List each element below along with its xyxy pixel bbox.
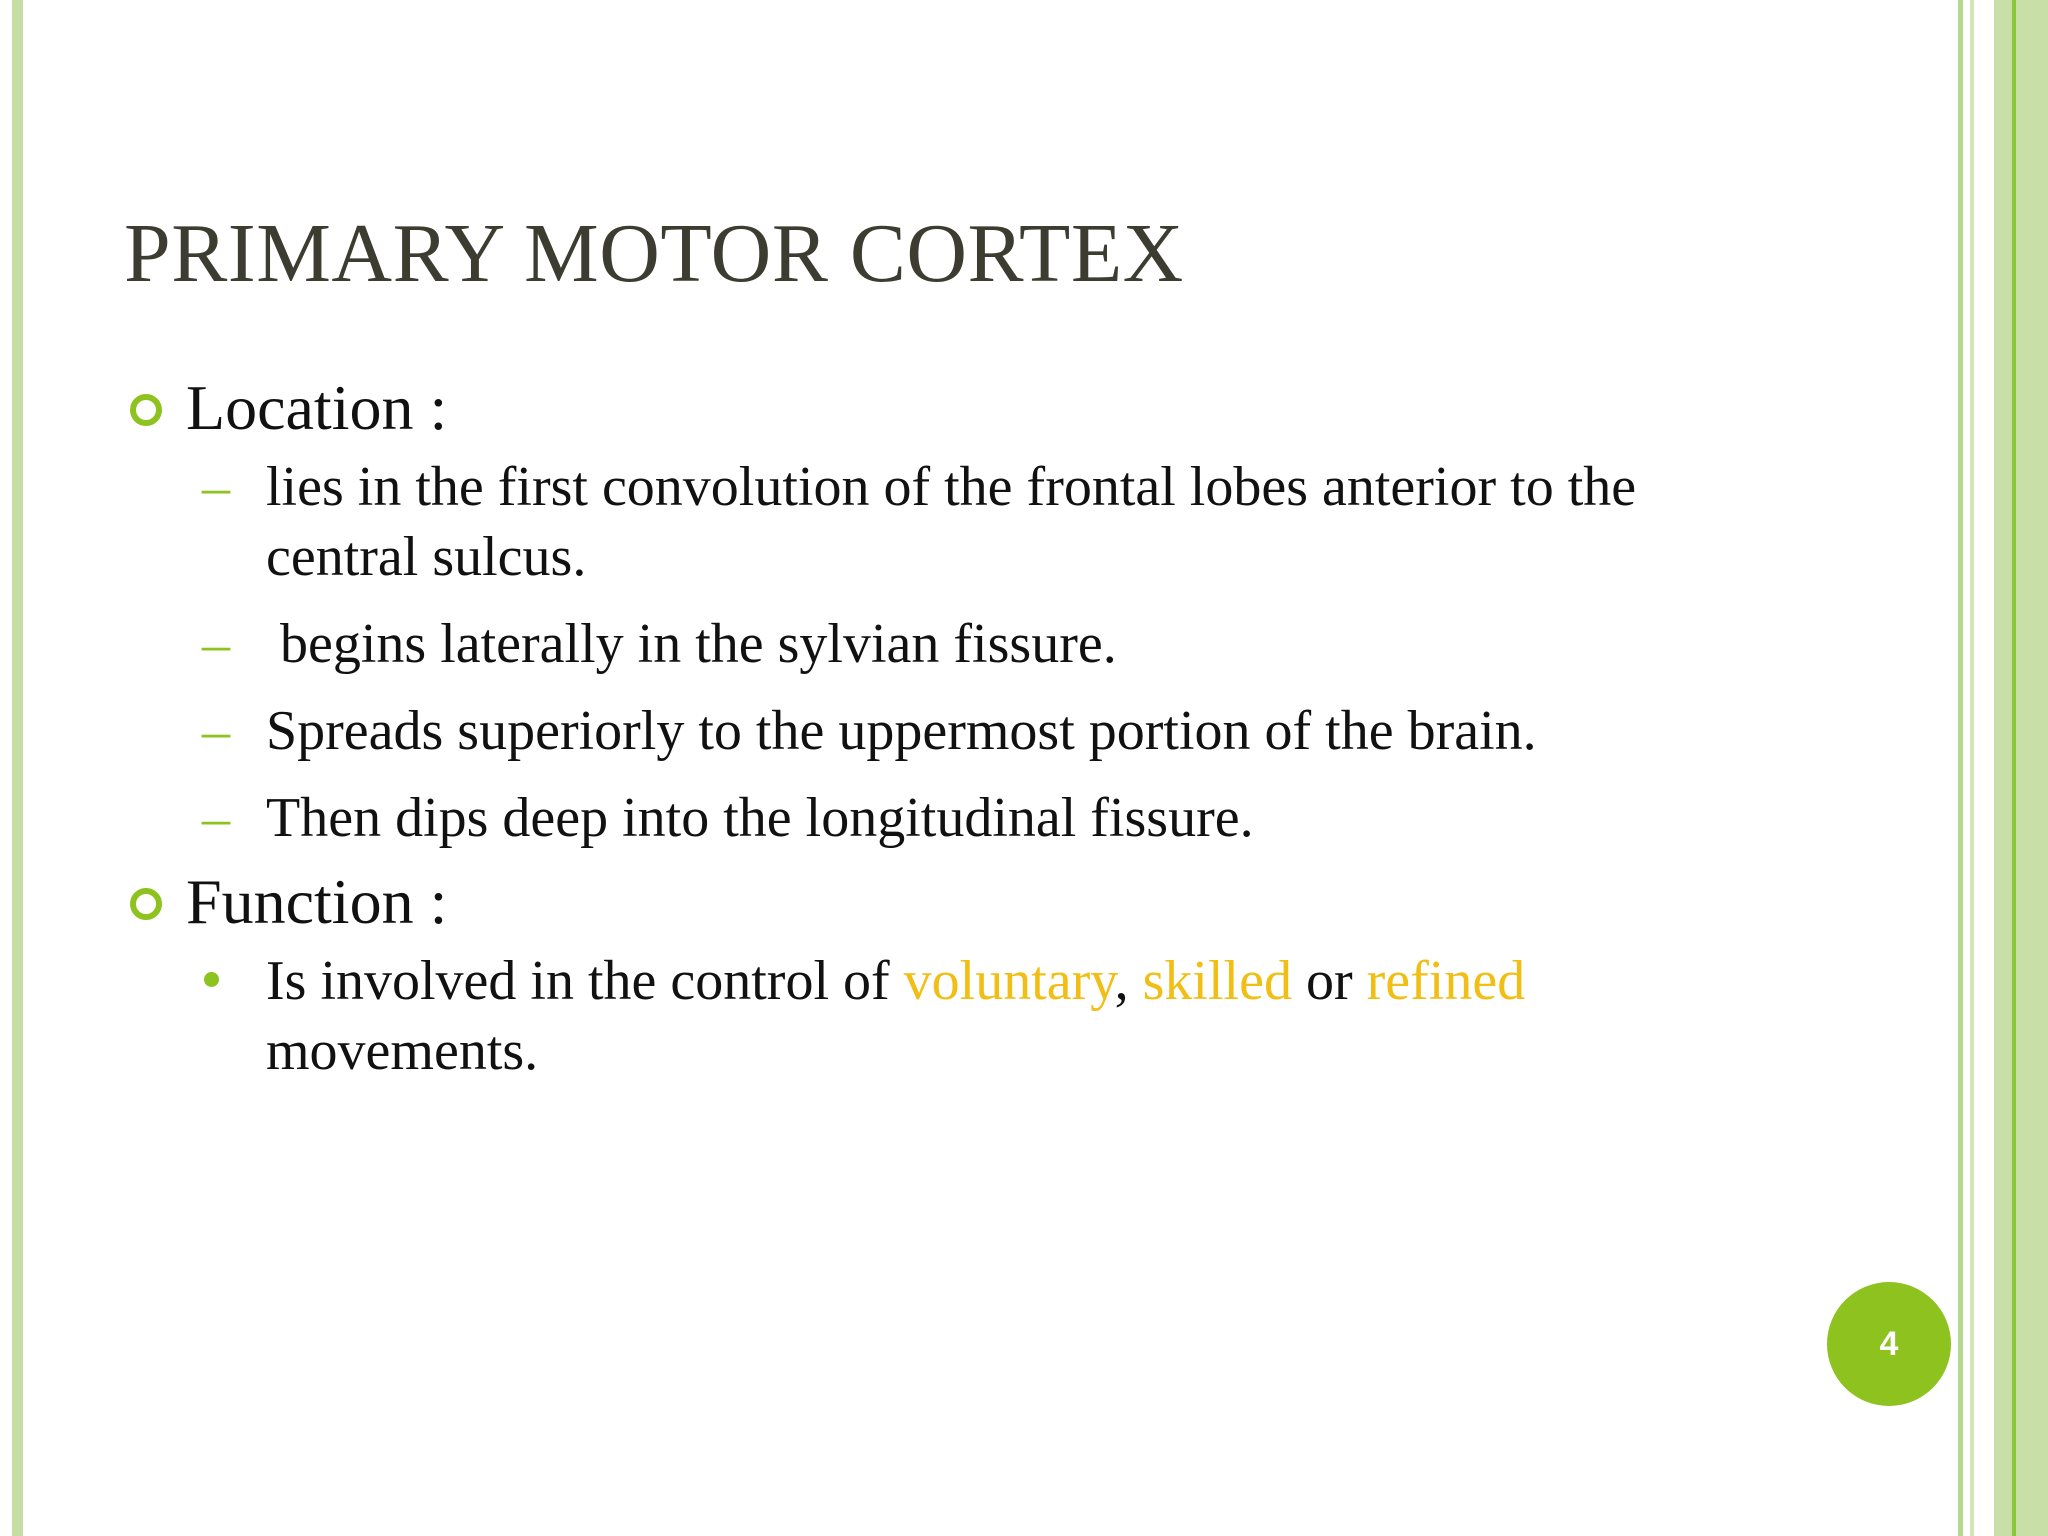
section-heading-function	[130, 864, 1690, 940]
right-decorative-stripes	[1958, 0, 2048, 1536]
dash-bullet-icon: –	[202, 456, 230, 518]
highlight-word-voluntary: voluntary	[903, 950, 1115, 1012]
list-item	[130, 946, 1690, 1086]
item-text: begins laterally in the sylvian fissure.	[266, 613, 1117, 675]
section-heading-location	[130, 370, 1690, 446]
dot-bullet-icon	[204, 972, 219, 987]
highlight-word-skilled: skilled	[1142, 950, 1292, 1012]
stripe-gap	[1963, 0, 1970, 1536]
heading-text: Function :	[186, 866, 448, 937]
item-text-part: or	[1291, 950, 1367, 1012]
slide-body	[130, 370, 1690, 1103]
stripe	[2016, 0, 2048, 1536]
item-text: lies in the first convolution of the frontal lobes anterior to the central sulcus.	[266, 456, 1637, 588]
ring-bullet-icon	[130, 888, 162, 920]
stripe	[1994, 0, 2012, 1536]
page-number-badge: 4	[1827, 1282, 1951, 1406]
item-text-part: Is involved in the control of	[266, 950, 904, 1012]
list-item	[130, 783, 1690, 853]
slide-title: PRIMARY MOTOR CORTEX	[124, 207, 1184, 300]
ring-bullet-icon	[130, 394, 162, 426]
item-text-part: ,	[1114, 950, 1143, 1012]
dash-bullet-icon: –	[202, 700, 230, 762]
heading-text: Location :	[186, 372, 448, 443]
item-text: Then dips deep into the longitudinal fissure.	[266, 787, 1254, 849]
dash-bullet-icon: –	[202, 787, 230, 849]
dash-bullet-icon: –	[202, 613, 230, 675]
list-item	[130, 452, 1690, 592]
stripe-gap	[1974, 0, 1994, 1536]
highlight-word-refined: refined	[1366, 950, 1526, 1012]
list-item	[130, 609, 1690, 679]
left-decorative-stripe	[12, 0, 23, 1536]
item-text: Spreads superiorly to the uppermost portion of the brain.	[266, 700, 1537, 762]
item-text-part: movements.	[266, 950, 1540, 1082]
list-item	[130, 696, 1690, 766]
